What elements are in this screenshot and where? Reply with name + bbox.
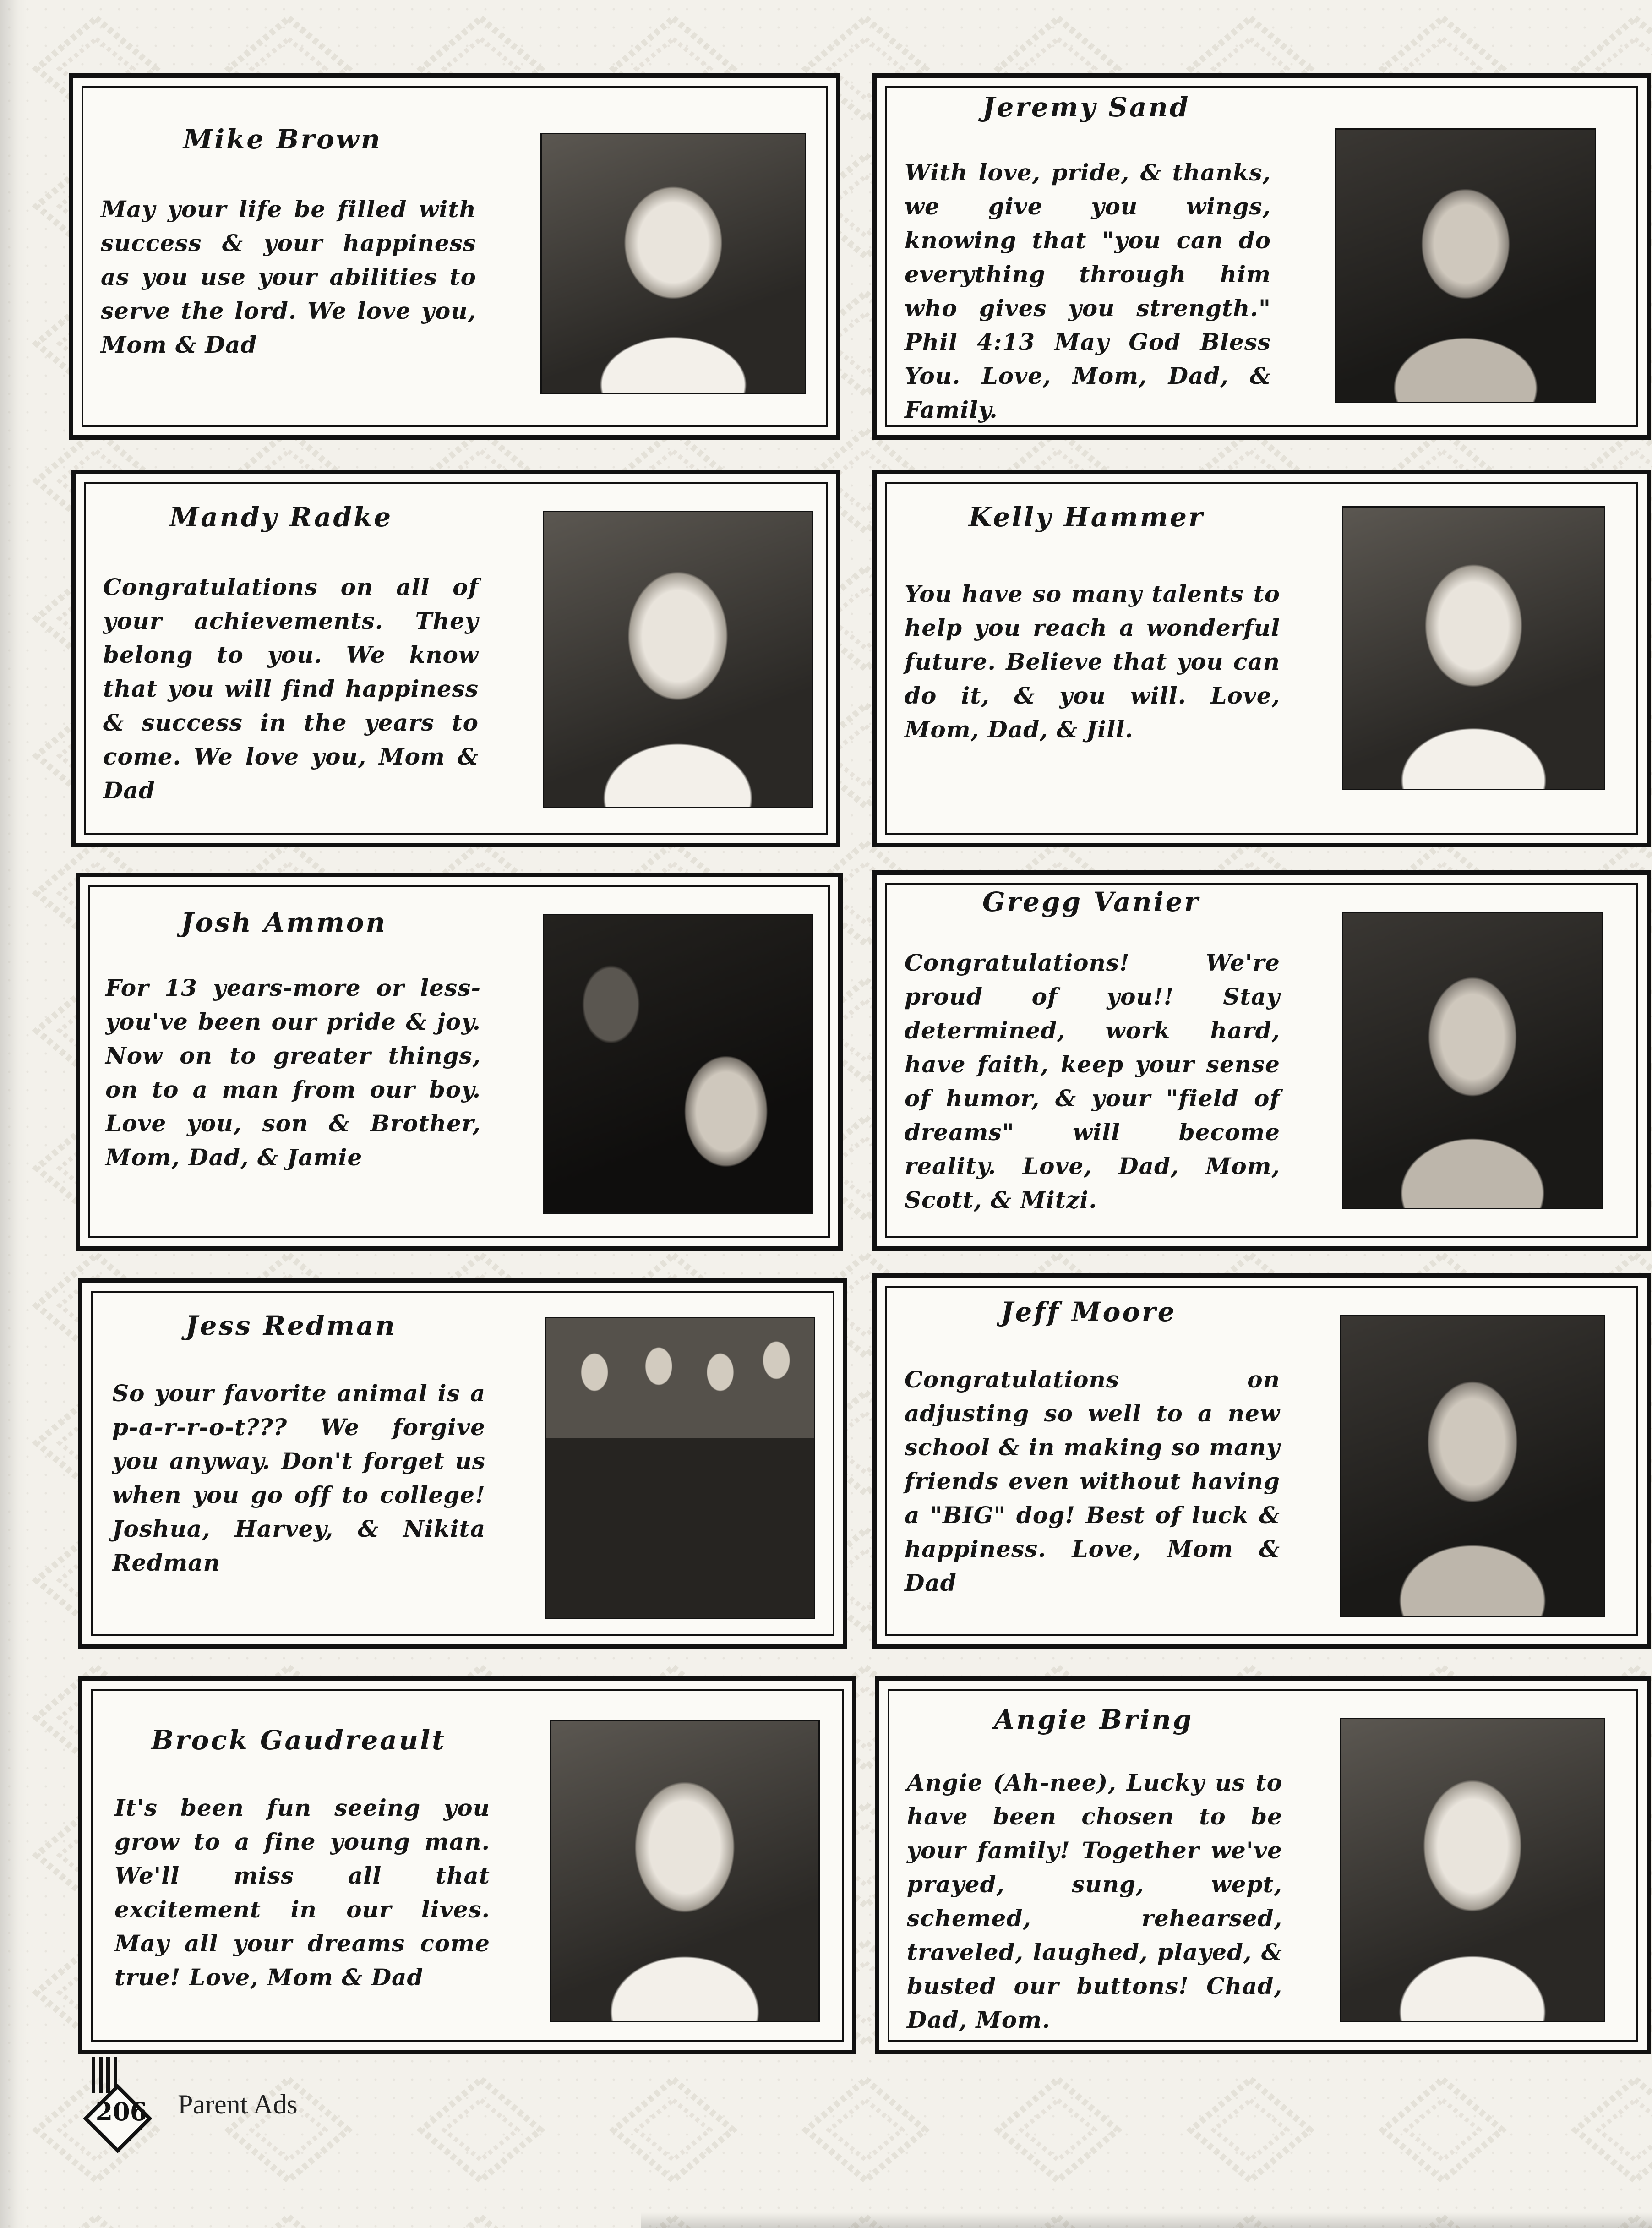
student-name: Angie Bring: [994, 1704, 1194, 1735]
child-portrait-photo: [540, 133, 806, 394]
ad-message: It's been fun seeing you grow to a fine young man. We'll miss all that excitement in our lives. May all your dreams come true! Love, Mom & Dad: [114, 1794, 490, 1991]
child-portrait-photo: [543, 511, 813, 808]
parent-ad-card: [872, 470, 1651, 847]
ad-message: Congratulations on all of your achievements. They belong to you. We know that you will find happiness & success in the years to come. We love you, Mom & Dad: [103, 573, 479, 804]
student-name: Jeremy Sand: [982, 92, 1190, 123]
ad-message: Angie (Ah-nee), Lucky us to have been chosen to be your family! Together we've prayed, sung, wept, schemed, rehearsed, traveled, laughed, played, & busted our buttons! Chad, Dad, Mom.: [907, 1769, 1282, 2033]
ad-message: May your life be filled with success & your happiness as you use your abilities to serve the lord. We love you, Mom & Dad: [101, 196, 476, 358]
parent-ad-card: [69, 73, 840, 440]
binding-shadow: [0, 0, 18, 2228]
child-portrait-photo: [1342, 912, 1603, 1209]
child-with-puppy-photo: [1340, 1315, 1605, 1617]
parent-ad-card: [872, 870, 1651, 1251]
ad-message: Congratulations on adjusting so well to a new school & in making so many friends even without having a "BIG" dog! Best of luck & happiness. Love, Mom & Dad: [905, 1366, 1280, 1596]
student-name: Brock Gaudreault: [151, 1725, 446, 1756]
student-name: Mandy Radke: [169, 502, 393, 533]
student-name: Jeff Moore: [1001, 1296, 1177, 1327]
student-name: Josh Ammon: [181, 907, 387, 938]
group-of-children-photo: [545, 1317, 815, 1619]
child-portrait-photo: [1342, 506, 1605, 790]
student-name: Mike Brown: [183, 124, 382, 155]
parent-ad-card: [76, 873, 843, 1251]
ad-message: You have so many talents to help you reach a wonderful future. Believe that you can do it, & you will. Love, Mom, Dad, & Jill.: [905, 580, 1280, 743]
child-with-doll-photo: [1340, 1718, 1605, 2022]
ad-message: So your favorite animal is a p-a-r-r-o-t??? We forgive you anyway. Don't forget us when you go off to college! Joshua, Harvey, & Nikita Redman: [112, 1380, 485, 1576]
section-label: Parent Ads: [178, 2089, 298, 2119]
student-name: Kelly Hammer: [969, 502, 1205, 533]
parent-ad-card: [875, 1676, 1651, 2054]
ad-message: With love, pride, & thanks, we give you wings, knowing that "you can do everything through him who gives you strength." Phil 4:13 May God Bless You. Love, Mom, Dad, & Family.: [905, 159, 1271, 423]
ad-message: Congratulations! We're proud of you!! Stay determined, work hard, have faith, keep your sense of humor, & your "field of dreams" will become reality. Love, Dad, Mom, Scott, & Mitzi.: [905, 949, 1280, 1213]
page-number: 206: [95, 2097, 147, 2126]
parent-ad-card: [78, 1278, 847, 1649]
student-name: Jess Redman: [185, 1310, 397, 1341]
parent-ad-card: [872, 73, 1651, 440]
page-bottom-edge: [641, 2212, 1652, 2228]
student-name: Gregg Vanier: [982, 886, 1200, 917]
child-portrait-photo: [1335, 128, 1596, 403]
parent-ad-card: [78, 1676, 856, 2054]
parent-ad-card: [872, 1273, 1651, 1649]
ad-message: For 13 years-more or less-you've been our pride & joy. Now on to greater things, on to a man from our boy. Love you, son & Brother, Mom, Dad, & Jamie: [105, 974, 481, 1171]
two-children-photo: [543, 914, 813, 1214]
parent-ad-card: [71, 470, 840, 847]
child-outdoors-photo: [550, 1720, 820, 2022]
